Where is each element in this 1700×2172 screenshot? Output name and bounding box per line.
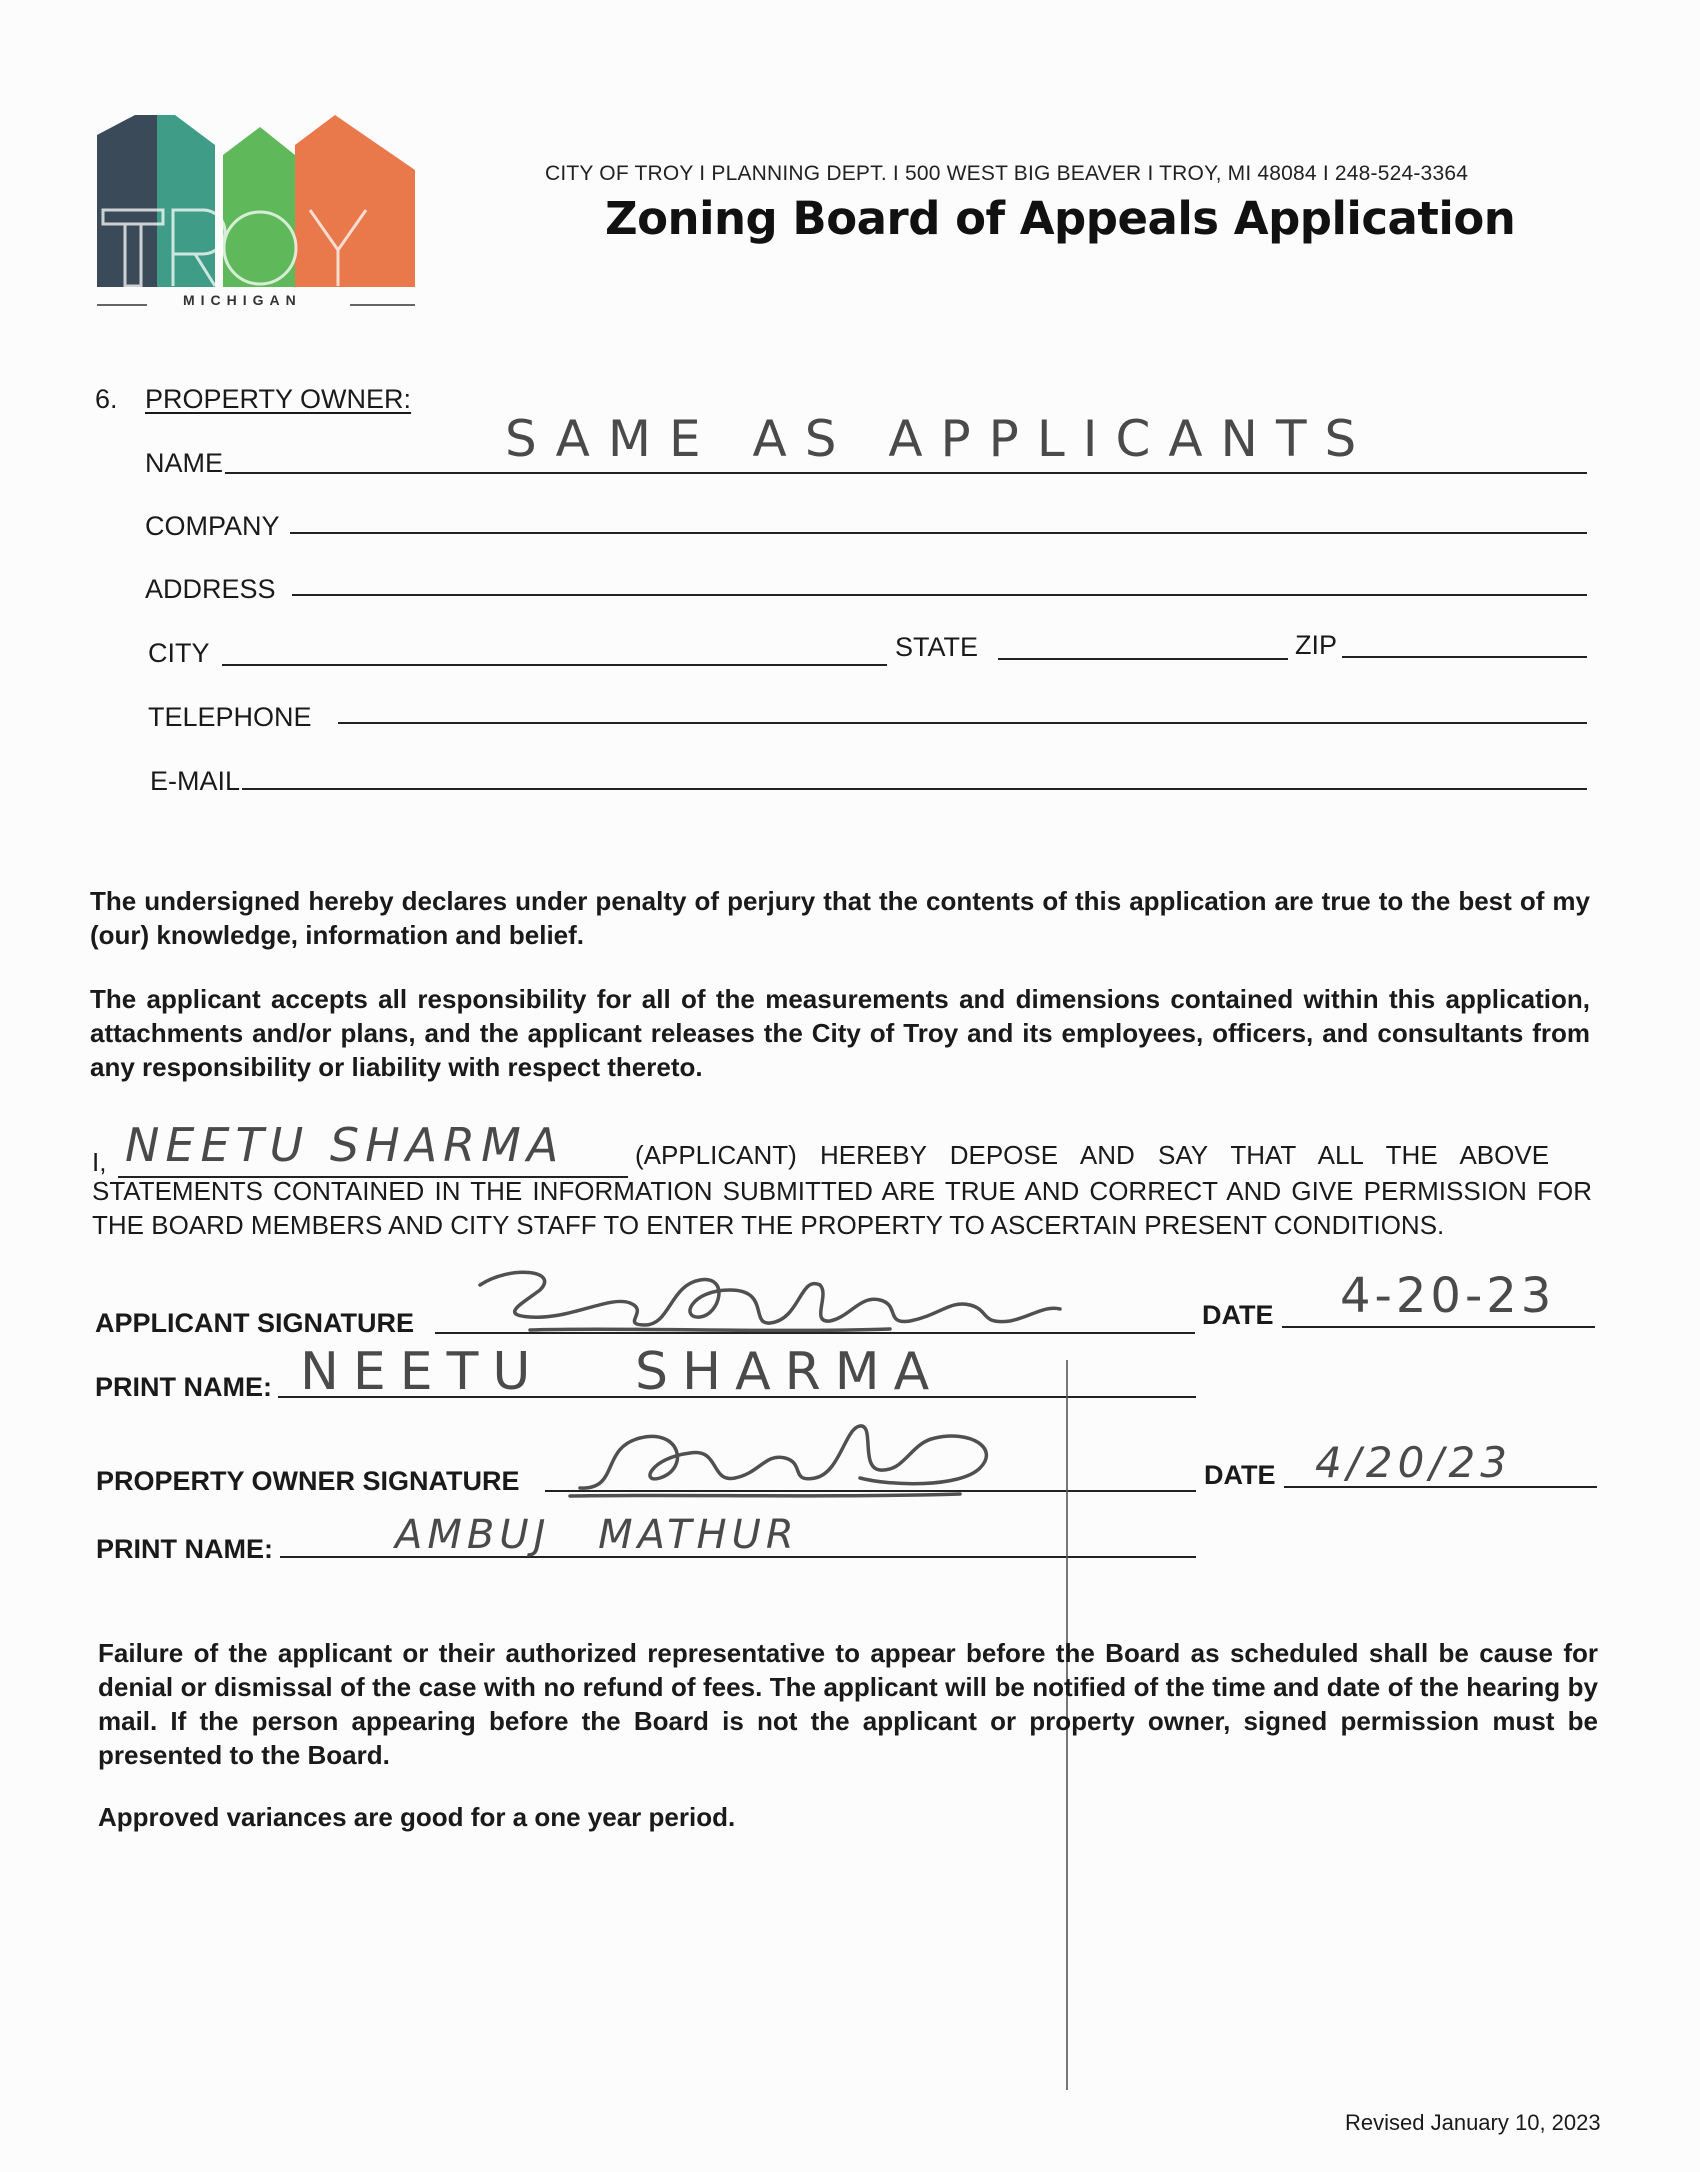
- address-field-line[interactable]: [292, 594, 1587, 596]
- state-label: STATE: [895, 632, 979, 662]
- depose-text: STATEMENTS CONTAINED IN THE INFORMATION SUBMITTED ARE TRUE AND CORRECT AND GIVE PERMISSION FOR THE BOARD MEMBERS AND CITY STAFF TO ENTER THE PROPERTY TO ASCERTAIN PRESENT CONDITIONS.: [92, 1176, 1592, 1240]
- depose-applicant-name: NEETU SHARMA: [125, 1118, 565, 1172]
- telephone-label: TELEPHONE: [148, 702, 312, 732]
- applicant-signature-image: [470, 1245, 1070, 1345]
- depose-prefix: I,: [92, 1147, 107, 1177]
- name-label: NAME: [145, 448, 224, 478]
- applicant-print-value: NEETU SHARMA: [300, 1342, 944, 1402]
- owner-print-label: PRINT NAME:: [96, 1534, 273, 1564]
- perjury-declaration: The undersigned hereby declares under penalty of perjury that the contents of this application are true to the best of my (our) knowledge, information and belief.: [90, 886, 1590, 950]
- owner-print-value: AMBUJ MATHUR: [395, 1512, 799, 1558]
- applicant-date-label: DATE: [1202, 1300, 1274, 1330]
- applicant-date-line[interactable]: [1282, 1326, 1595, 1328]
- state-field-line[interactable]: [998, 658, 1288, 660]
- troy-logo: [95, 115, 420, 315]
- logo-subtitle: MICHIGAN: [183, 292, 302, 308]
- responsibility-declaration: The applicant accepts all responsibility for all of the measurements and dimensions contained within this application, attachments and/or plans, and the applicant releases the City of Troy and its employees, officers, and consultants from any responsibility or liability with respect thereto.: [90, 984, 1590, 1082]
- contact-line: CITY OF TROY I PLANNING DEPT. I 500 WEST BIG BEAVER I TROY, MI 48084 I 248-524-3364: [545, 162, 1469, 185]
- owner-signature-label: PROPERTY OWNER SIGNATURE: [96, 1466, 520, 1496]
- zip-field-line[interactable]: [1342, 656, 1587, 658]
- email-field-line[interactable]: [242, 788, 1587, 790]
- telephone-field-line[interactable]: [338, 722, 1587, 724]
- address-label: ADDRESS: [145, 574, 276, 604]
- owner-date-label: DATE: [1204, 1460, 1276, 1490]
- variances-notice: Approved variances are good for a one year period.: [98, 1802, 736, 1832]
- troy-logo-graphic: [95, 115, 420, 315]
- applicant-print-label: PRINT NAME:: [95, 1372, 272, 1402]
- name-field-value: SAME AS APPLICANTS: [505, 410, 1375, 468]
- owner-signature-image: [560, 1408, 1020, 1503]
- section-title: PROPERTY OWNER:: [145, 384, 412, 414]
- email-label: E-MAIL: [150, 766, 241, 796]
- city-field-line[interactable]: [222, 664, 887, 666]
- section-number: 6.: [95, 384, 118, 414]
- city-label: CITY: [148, 638, 210, 668]
- applicant-date-value: 4-20-23: [1340, 1268, 1556, 1324]
- failure-notice: Failure of the applicant or their authorized representative to appear before the Board as scheduled shall be cause for denial or dismissal of the case with no refund of fees. The applicant will be notified of the time and date of the hearing by mail. If the person appearing before the Board is not the applicant or property owner, signed permission must be presented to the Board.: [98, 1638, 1598, 1770]
- revised-date: Revised January 10, 2023: [1345, 2110, 1601, 2135]
- page-title: Zoning Board of Appeals Application: [605, 192, 1516, 245]
- company-label: COMPANY: [145, 511, 280, 541]
- name-field-line[interactable]: [225, 472, 1587, 474]
- depose-line1: (APPLICANT) HEREBY DEPOSE AND SAY THAT ALL THE ABOVE: [635, 1140, 1550, 1170]
- owner-date-value: 4/20/23: [1315, 1438, 1512, 1487]
- zip-label: ZIP: [1295, 630, 1338, 660]
- applicant-signature-label: APPLICANT SIGNATURE: [95, 1308, 415, 1338]
- company-field-line[interactable]: [290, 532, 1587, 534]
